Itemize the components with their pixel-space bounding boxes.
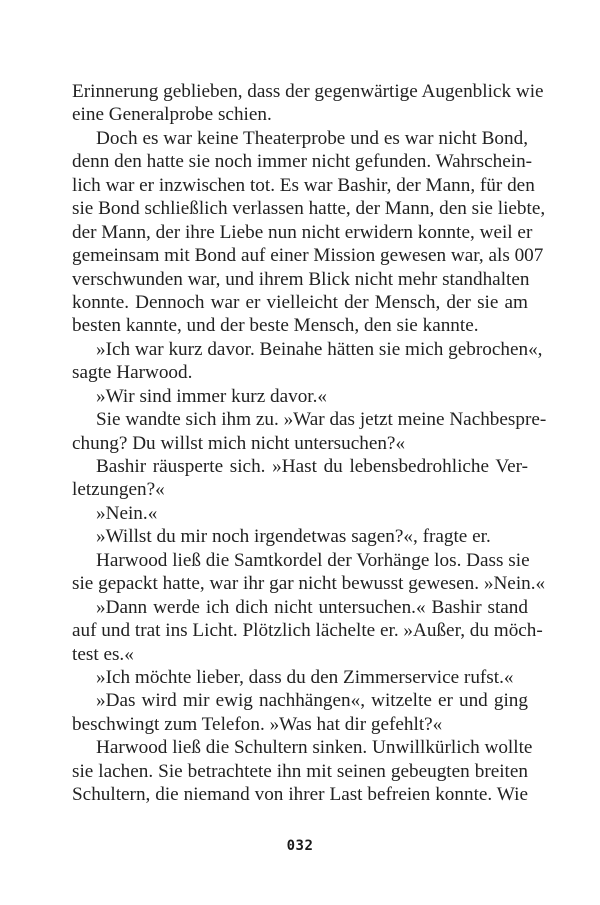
body-text xyxy=(72,80,547,807)
text-line: eine Generalprobe schien. xyxy=(72,104,272,126)
text-line: chung? Du willst mich nicht untersuchen?« xyxy=(72,432,406,454)
text-line: konnte. Dennoch war er vielleicht der Mensch, der sie am xyxy=(72,291,528,313)
text-line: der Mann, der ihre Liebe nun nicht erwidern konnte, weil er xyxy=(72,221,533,243)
text-line: »Wir sind immer kurz davor.« xyxy=(96,385,328,407)
text-line: Bashir räusperte sich. »Hast du lebensbedrohliche Ver- xyxy=(96,456,528,477)
text-line: Sie wandte sich ihm zu. »War das jetzt meine Nachbespre- xyxy=(96,409,547,431)
text-line: »Das wird mir ewig nachhängen«, witzelte er und ging xyxy=(96,690,528,712)
text-line: sie lachen. Sie betrachtete ihn mit seinen gebeugten breiten xyxy=(72,760,528,782)
text-line: beschwingt zum Telefon. »Was hat dir gefehlt?« xyxy=(72,713,443,735)
text-line: »Nein.« xyxy=(96,502,158,524)
text-line: »Ich möchte lieber, dass du den Zimmerservice rufst.« xyxy=(96,666,514,688)
text-line: gemeinsam mit Bond auf einer Mission gewesen war, als 007 xyxy=(72,245,544,267)
text-line: auf und trat ins Licht. Plötzlich lächelte er. »Außer, du möch- xyxy=(72,620,543,642)
text-line: Harwood ließ die Samtkordel der Vorhänge los. Dass sie xyxy=(96,549,530,571)
text-line: »Willst du mir noch irgendetwas sagen?«, fragte er. xyxy=(96,526,491,548)
page-number: 032 xyxy=(286,838,314,854)
text-line: sie gepackt hatte, war ihr gar nicht bewusst gewesen. »Nein.« xyxy=(72,573,546,595)
text-line: Erinnerung geblieben, dass der gegenwärtige Augenblick wie xyxy=(72,81,544,102)
text-line: »Dann werde ich dich nicht untersuchen.« Bashir stand xyxy=(96,596,528,618)
text-line: sagte Harwood. xyxy=(72,362,193,384)
text-line: lich war er inzwischen tot. Es war Bashir, der Mann, für den xyxy=(72,174,535,196)
text-line: denn den hatte sie noch immer nicht gefunden. Wahrschein- xyxy=(72,151,533,173)
text-line: besten kannte, und der beste Mensch, den sie kannte. xyxy=(72,315,479,337)
text-line: Schultern, die niemand von ihrer Last befreien konnte. Wie xyxy=(72,784,528,806)
text-line: »Ich war kurz davor. Beinahe hätten sie mich gebrochen«, xyxy=(96,338,543,360)
text-line: sie Bond schließlich verlassen hatte, der Mann, den sie liebte, xyxy=(72,198,546,220)
text-line: letzungen?« xyxy=(72,479,165,501)
text-line: Harwood ließ die Schultern sinken. Unwillkürlich wollte xyxy=(96,737,533,759)
text-line: Doch es war keine Theaterprobe und es war nicht Bond, xyxy=(96,127,528,149)
text-line: verschwunden war, und ihrem Blick nicht mehr standhalten xyxy=(72,268,530,290)
text-line: test es.« xyxy=(72,643,134,665)
